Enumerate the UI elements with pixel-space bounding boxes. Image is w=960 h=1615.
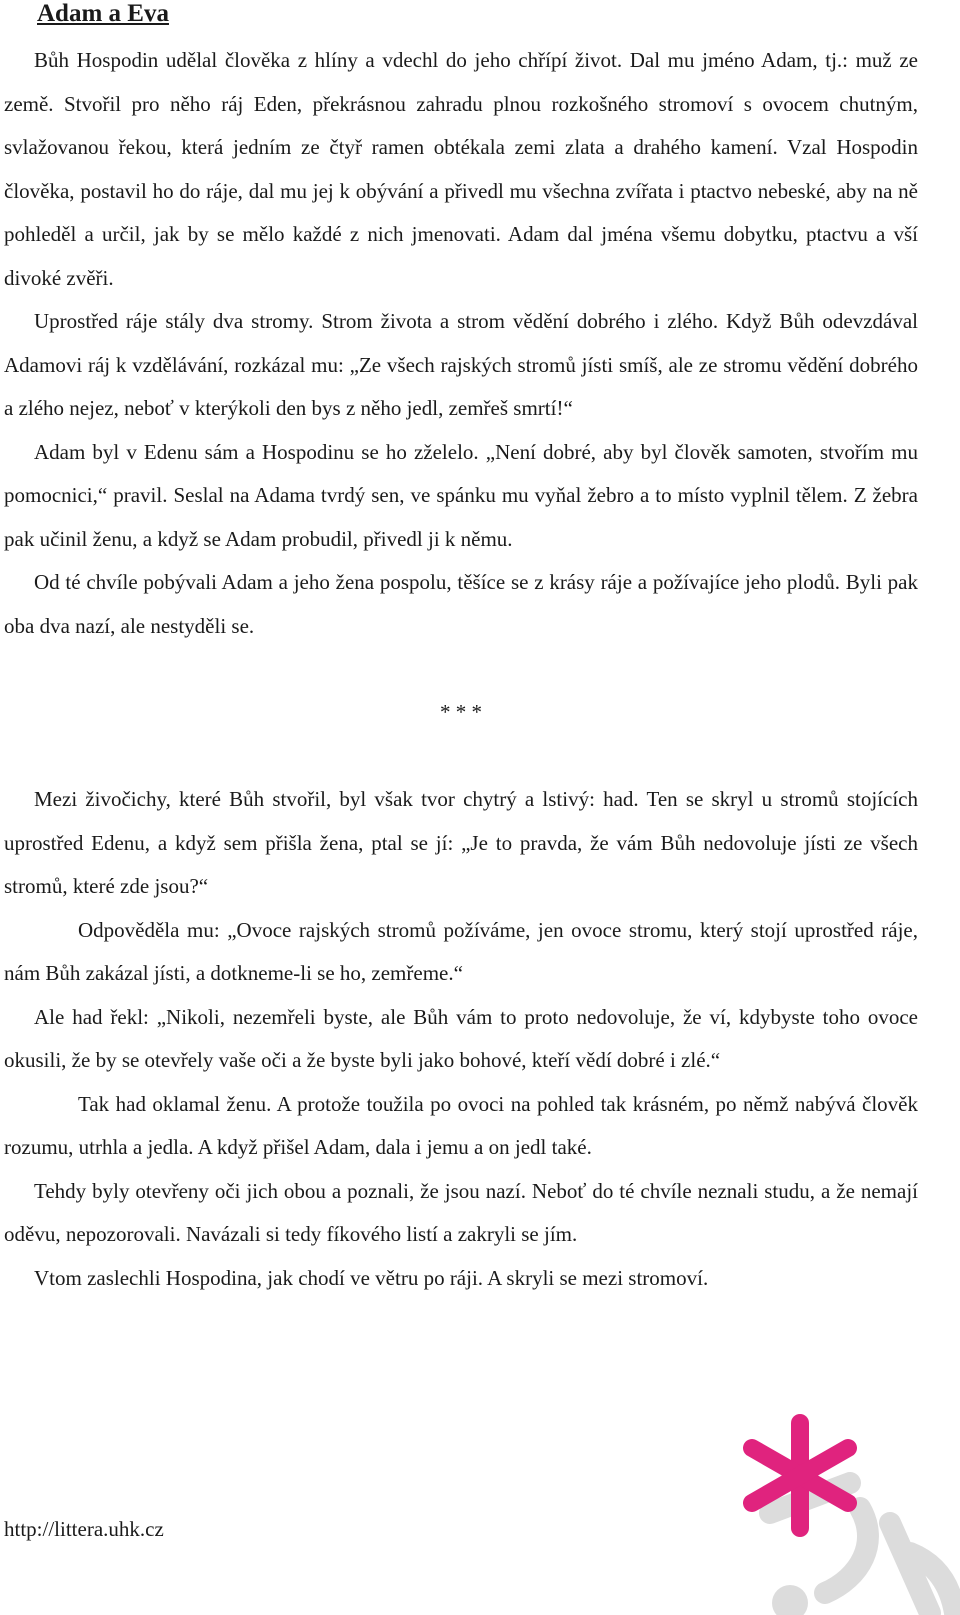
paragraph-2: Uprostřed ráje stály dva stromy. Strom života a strom vědění dobrého i zlého. Když Bůh odevzdával Adamovi ráj k vzdělávání, rozkázal mu: „Ze všech rajských stromů jísti smíš, ale ze stromu vědění dobrého a zlého nejez, neboť v kterýkoli den bys z něho jedl, zemřeš smrtí!“ [4,309,918,420]
asterisk-mark-icon [730,1413,960,1615]
page-title: Adam a Eva [37,0,169,27]
paragraph-4: Od té chvíle pobývali Adam a jeho žena pospolu, těšíce se z krásy ráje a požívajíce jeho plodů. Byli pak oba dva nazí, ale nestyděli se. [4,570,918,638]
paragraph-6: Odpověděla mu: „Ovoce rajských stromů požíváme, jen ovoce stromu, který stojí uprostřed ráje, nám Bůh zakázal jísti, a dotkneme-li se ho, zemřeme.“ [4,917,918,985]
paragraph-1: Bůh Hospodin udělal člověka z hlíny a vdechl do jeho chřípí život. Dal mu jméno Adam, tj.: muž ze země. Stvořil pro něho ráj Eden, překrásnou zahradu plnou rozkošného stromoví s ovocem chutným, svlažovanou řekou, která jedním ze čtyř ramen obtékala zemi zlata a drahého kamení. Vzal Hospodin člověka, postavil ho do ráje, dal mu jej k obývání a přivedl mu všechna zvířata i ptactvo nebeské, aby na ně pohleděl a určil, jak by se mělo každé z nich jmenovati. Adam dal jména všemu dobytku, ptactvu a vší divoké zvěři. [4,48,918,290]
paragraph-9: Tehdy byly otevřeny oči jich obou a poznali, že jsou nazí. Neboť do té chvíle neznali studu, a že nemají oděvu, nepozorovali. Navázali si tedy fíkového listí a zakryli se jím. [4,1178,918,1246]
footer-link[interactable]: http://littera.uhk.cz [4,1517,164,1541]
paragraph-8: Tak had oklamal ženu. A protože toužila po ovoci na pohled tak krásném, po němž nabývá člověk rozumu, utrhla a jedla. A když přišel Adam, dala i jemu a on jedl také. [4,1091,918,1159]
paragraph-5: Mezi živočichy, které Bůh stvořil, byl však tvor chytrý a lstivý: had. Ten se skryl u stromů stojících uprostřed Edenu, a když sem přišla žena, ptal se jí: „Je to pravda, že vám Bůh nedovoluje jísti ze všech stromů, které zde jsou?“ [4,787,918,898]
paragraph-3: Adam byl v Edenu sám a Hospodinu se ho zželelo. „Není dobré, aby byl člověk samoten, stvořím mu pomocnici,“ pravil. Seslal na Adama tvrdý sen, ve spánku mu vyňal žebro a to místo vyplnil tělem. Z žebra pak učinil ženu, a když se Adam probudil, přivedl ji k němu. [4,439,918,551]
paragraph-10: Vtom zaslechli Hospodina, jak chodí ve větru po ráji. A skryli se mezi stromoví. [34,1265,709,1290]
paragraph-7: Ale had řekl: „Nikoli, nezemřeli byste, ale Bůh vám to proto nedovoluje, že ví, kdybyste toho ovoce okusili, že by se otevřely vaše oči a že byste byli jako bohové, kteří vědí dobré i zlé.“ [4,1004,918,1072]
document-body [4,39,918,1300]
section-divider: * * * [440,700,482,724]
